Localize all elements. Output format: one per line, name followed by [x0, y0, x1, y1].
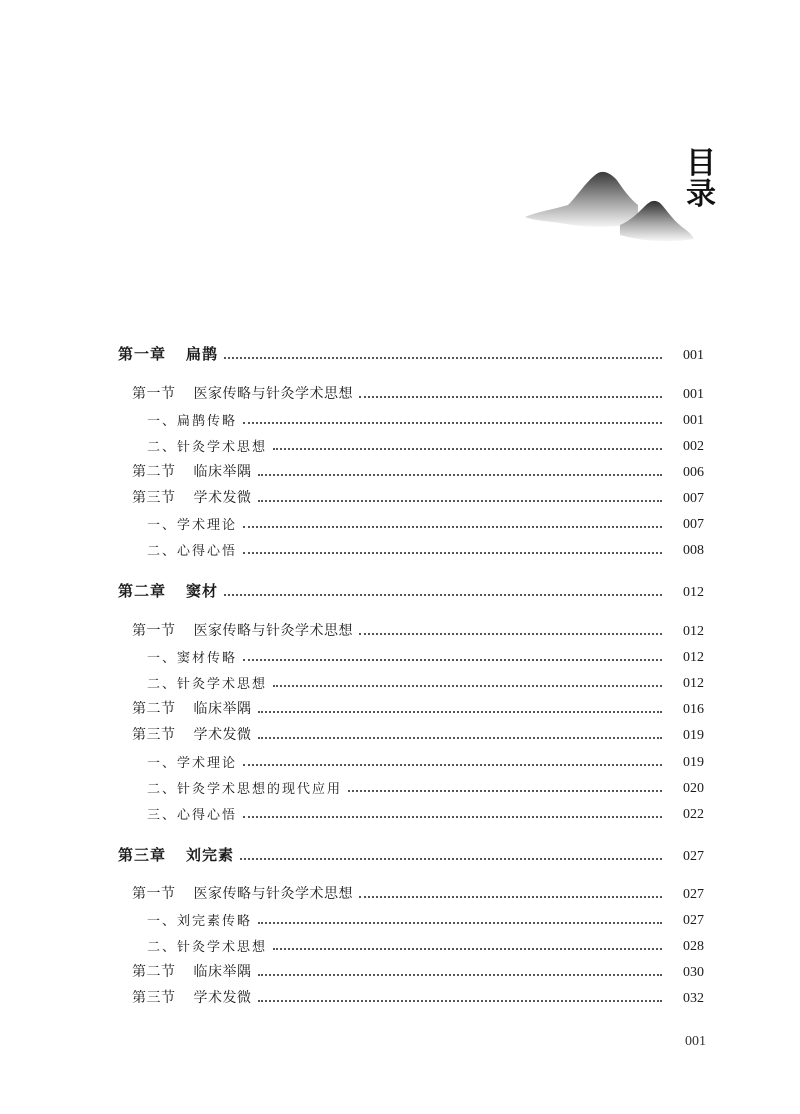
toc-item[interactable]: [0, 801, 800, 823]
toc-entry-title: 第一节 医家传略与针灸学术思想: [132, 386, 353, 402]
toc-page-number: 007: [683, 517, 704, 532]
toc-entry-title: 三、心得心悟: [147, 808, 238, 823]
toc-item[interactable]: [0, 933, 800, 955]
toc-entry-title: 一、窦材传略: [147, 651, 238, 666]
toc-page-number: 001: [683, 387, 704, 402]
dot-leader: [243, 525, 662, 528]
toc-section[interactable]: [0, 881, 800, 903]
toc-entry-title: 一、扁鹊传略: [147, 414, 238, 429]
toc-page-number: 027: [683, 849, 704, 864]
toc-item[interactable]: [0, 407, 800, 429]
toc-chapter-2[interactable]: [0, 579, 800, 601]
toc-entry-title: 第二节 临床举隅: [132, 701, 252, 717]
toc-entry-title: 二、针灸学术思想的现代应用: [147, 782, 343, 797]
toc-section[interactable]: [0, 485, 800, 507]
toc-item[interactable]: [0, 907, 800, 929]
toc-page-number: 001: [683, 413, 704, 428]
dot-leader: [273, 684, 662, 687]
toc-page-number: 012: [683, 585, 704, 600]
dot-leader: [258, 736, 663, 739]
heading-char-1: 目: [686, 146, 716, 181]
toc-page-number: 022: [683, 807, 704, 822]
toc-page-number: 019: [683, 755, 704, 770]
dot-leader: [258, 499, 663, 502]
toc-chapter-3[interactable]: [0, 843, 800, 865]
toc-page-number: 008: [683, 543, 704, 558]
toc-entry-title: 第一章 扁鹊: [118, 345, 219, 363]
dot-leader: [224, 593, 662, 596]
toc-section[interactable]: [0, 459, 800, 481]
toc-page-number: 012: [683, 624, 704, 639]
dot-leader: [258, 921, 662, 924]
toc-section[interactable]: [0, 722, 800, 744]
toc-entry-title: 第三节 学术发微: [132, 990, 252, 1006]
toc-item[interactable]: [0, 433, 800, 455]
toc-entry-title: 第二节 临床举隅: [132, 464, 252, 480]
toc-entry-title: 第三节 学术发微: [132, 727, 252, 743]
toc-page-number: 019: [683, 728, 704, 743]
dot-leader: [243, 421, 662, 424]
dot-leader: [258, 710, 663, 713]
toc-item[interactable]: [0, 511, 800, 533]
toc-item[interactable]: [0, 775, 800, 797]
toc-entry-title: 第一节 医家传略与针灸学术思想: [132, 886, 353, 902]
toc-page-number: 027: [683, 913, 704, 928]
toc-chapter-1[interactable]: [0, 342, 800, 364]
dot-leader: [273, 947, 662, 950]
toc-section[interactable]: [0, 381, 800, 403]
dot-leader: [258, 999, 663, 1002]
dot-leader: [258, 973, 663, 976]
toc-page-number: 001: [683, 348, 704, 363]
dot-leader: [258, 473, 663, 476]
dot-leader: [243, 815, 662, 818]
toc-page-number: 030: [683, 965, 704, 980]
toc-section[interactable]: [0, 618, 800, 640]
dot-leader: [359, 395, 662, 398]
toc-item[interactable]: [0, 749, 800, 771]
toc-section[interactable]: [0, 985, 800, 1007]
toc-entry-title: 第三节 学术发微: [132, 490, 252, 506]
dot-leader: [243, 763, 662, 766]
toc-entry-title: 二、针灸学术思想: [147, 677, 268, 692]
toc-page-number: 028: [683, 939, 704, 954]
toc-item[interactable]: [0, 644, 800, 666]
dot-leader: [348, 789, 662, 792]
toc-entry-title: 一、刘完素传略: [147, 914, 253, 929]
dot-leader: [224, 356, 662, 359]
toc-page-number: 006: [683, 465, 704, 480]
dot-leader: [240, 857, 662, 860]
toc-section[interactable]: [0, 959, 800, 981]
toc-page-number: 012: [683, 676, 704, 691]
toc-entry-title: 一、学术理论: [147, 756, 238, 771]
dot-leader: [273, 447, 662, 450]
toc-page-number: 002: [683, 439, 704, 454]
dot-leader: [243, 658, 662, 661]
toc-item[interactable]: [0, 537, 800, 559]
toc-entry-title: 第三章 刘完素: [118, 846, 235, 864]
toc-page-number: 012: [683, 650, 704, 665]
toc-page-number: 032: [683, 991, 704, 1006]
toc-item[interactable]: [0, 670, 800, 692]
toc-entry-title: 二、针灸学术思想: [147, 440, 268, 455]
toc-page-number: 020: [683, 781, 704, 796]
toc-page-number: 007: [683, 491, 704, 506]
dot-leader: [359, 632, 662, 635]
dot-leader: [243, 551, 662, 554]
dot-leader: [359, 895, 662, 898]
toc-entry-title: 二、心得心悟: [147, 544, 238, 559]
heading-char-2: 录: [686, 177, 716, 212]
toc-page-number: 016: [683, 702, 704, 717]
toc-entry-title: 一、学术理论: [147, 518, 238, 533]
toc-entry-title: 第二章 窦材: [118, 582, 219, 600]
footer-page-number: 001: [685, 1034, 706, 1049]
toc-section[interactable]: [0, 696, 800, 718]
toc-entry-title: 二、针灸学术思想: [147, 940, 268, 955]
toc-entry-title: 第二节 临床举隅: [132, 964, 252, 980]
toc-page-number: 027: [683, 887, 704, 902]
toc-entry-title: 第一节 医家传略与针灸学术思想: [132, 623, 353, 639]
